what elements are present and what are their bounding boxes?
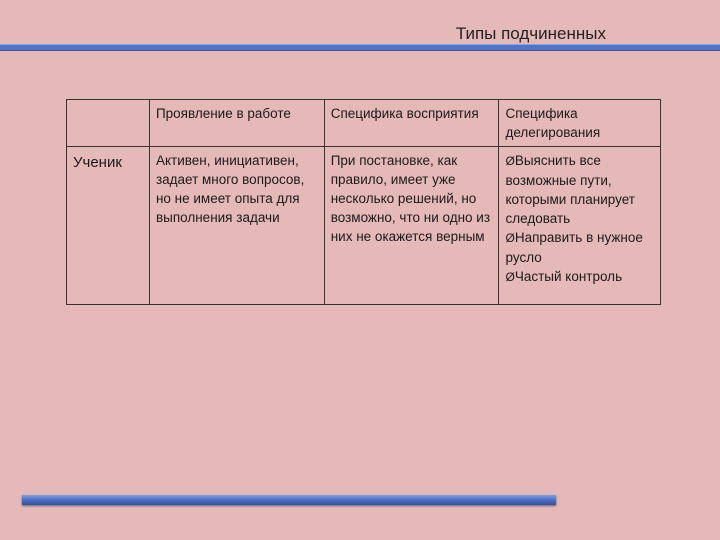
slide-title: Типы подчиненных [455,24,606,43]
footer-bar [22,495,556,505]
arrow-bullet-icon: Ø [505,270,515,284]
row-perception-text: При постановке, как правило, имеет уже несколько решений, но возможно, что ни одно из них не окажется верным [324,147,499,305]
header-work-manifestation: Проявление в работе [149,100,324,147]
row-type-label: Ученик [67,147,150,305]
delegation-list [505,151,654,287]
header-divider-bar [0,44,720,51]
list-item [505,151,654,228]
table-row [67,147,661,305]
row-delegation-cell [499,147,661,305]
header-delegation-specifics: Специфика делегирования [499,100,661,147]
list-item [505,228,654,267]
arrow-bullet-icon: Ø [505,231,515,245]
subordinates-table [66,99,661,305]
delegation-item-text: Частый контроль [514,269,623,284]
header-perception-specifics: Специфика восприятия [324,100,499,147]
row-work-text: Активен, инициативен, задает много вопросов, но не имеет опыта для выполнения задачи [149,147,324,305]
header-cell-empty [67,100,150,147]
table-header-row [67,100,661,147]
list-item [505,267,654,287]
delegation-item-text: Направить в нужное русло [505,230,643,265]
delegation-item-text: Выяснить все возможные пути, которыми планирует следовать [505,153,635,226]
arrow-bullet-icon: Ø [505,154,515,168]
